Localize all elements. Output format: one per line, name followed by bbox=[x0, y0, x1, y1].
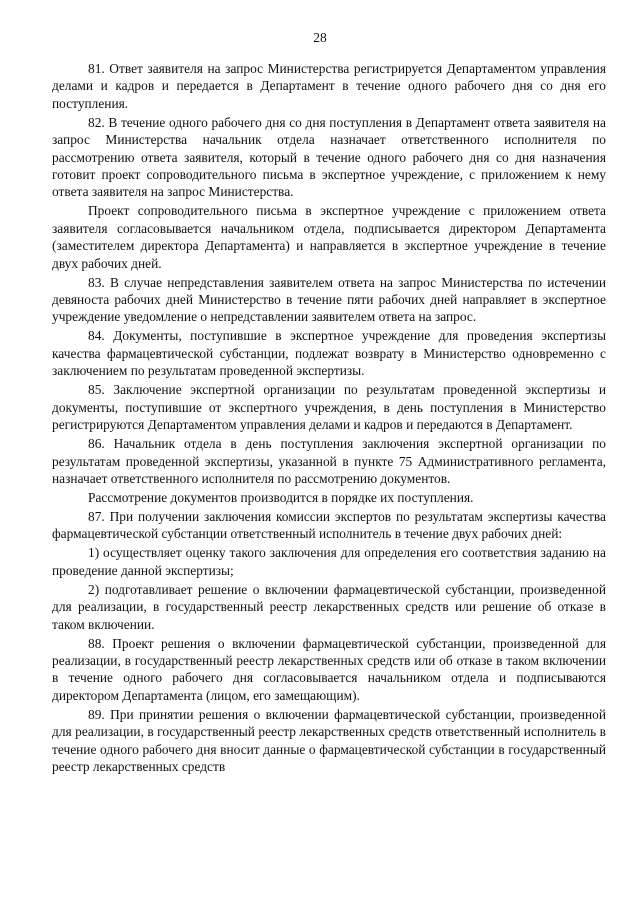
paragraph-83: 83. В случае непредставления заявителем ответа на запрос Министерства по истечении девяноста рабочих дней Министерство в течение пяти рабочих дней направляет в экспертное учреждение уведомление о непредставлении заявителем ответа на запрос. bbox=[52, 274, 606, 325]
paragraph-86-cont: Рассмотрение документов производится в порядке их поступления. bbox=[88, 489, 474, 505]
paragraph-82-cont: Проект сопроводительного письма в экспертное учреждение с приложением ответа заявителя согласовывается начальником отдела, подписывается директором Департамента (заместителем директора Департамента) и направляется в экспертное учреждение в течение двух рабочих дней. bbox=[52, 203, 606, 271]
paragraph-82: 82. В течение одного рабочего дня со дня поступления в Департамент ответа заявителя на запрос Министерства начальник отдела назначает ответственного исполнителя по рассмотрению ответа заявителя, который в течение одного рабочего дня со дня назначения готовит проект сопроводительного письма в экспертное учреждение, с приложением к нему ответа заявителя на запрос Министерства. bbox=[52, 114, 606, 200]
paragraph-81: 81. Ответ заявителя на запрос Министерства регистрируется Департаментом управления делами и кадров и передается в Департамент в течение одного рабочего дня со дня его поступления. bbox=[52, 61, 606, 111]
paragraph-85: 85. Заключение экспертной организации по результатам проведенной экспертизы и документы, поступившие от экспертного учреждения, в день поступления в Министерство регистрируются Департаментом управления делами и кадров и передаются в Департамент. bbox=[52, 382, 606, 433]
paragraph-87: 87. При получении заключения комиссии экспертов по результатам экспертизы качества фармацевтической субстанции ответственный исполнитель в течение двух рабочих дней: bbox=[52, 508, 606, 542]
paragraph-86: 86. Начальник отдела в день поступления заключения экспертной организации по результатам проведенной экспертизы, указанной в пункте 75 Административного регламента, назначает ответственного исполнителя по рассмотрению документов. bbox=[52, 436, 606, 486]
paragraph-87-item-1: 1) осуществляет оценку такого заключения для определения его соответствия заданию на проведение данной экспертизы; bbox=[52, 545, 606, 578]
page-number: 28 bbox=[313, 30, 327, 45]
document-body bbox=[52, 60, 606, 777]
paragraph-88: 88. Проект решения о включении фармацевтической субстанции, произведенной для реализации, в государственный реестр лекарственных средств или об отказе в таком включении в течение одного рабочего дня согласовывается начальником отдела и подписываются директором Департамента (лицом, его замещающим). bbox=[52, 635, 606, 703]
paragraph-87-item-2: 2) подготавливает решение о включении фармацевтической субстанции, произведенной для реализации, в государственный реестр лекарственных средств или решение об отказе в таком включении. bbox=[52, 581, 606, 632]
paragraph-89: 89. При принятии решения о включении фармацевтической субстанции, произведенной для реализации, в государственный реестр лекарственных средств ответственный исполнитель в течение одного рабочего дня вносит данные о фармацевтической субстанции в государственный реестр лекарственных средств bbox=[52, 706, 606, 774]
paragraph-84: 84. Документы, поступившие в экспертное учреждение для проведения экспертизы качества фармацевтической субстанции, подлежат возврату в Министерство одновременно с заключением по результатам проведенной экспертизы. bbox=[52, 328, 606, 379]
